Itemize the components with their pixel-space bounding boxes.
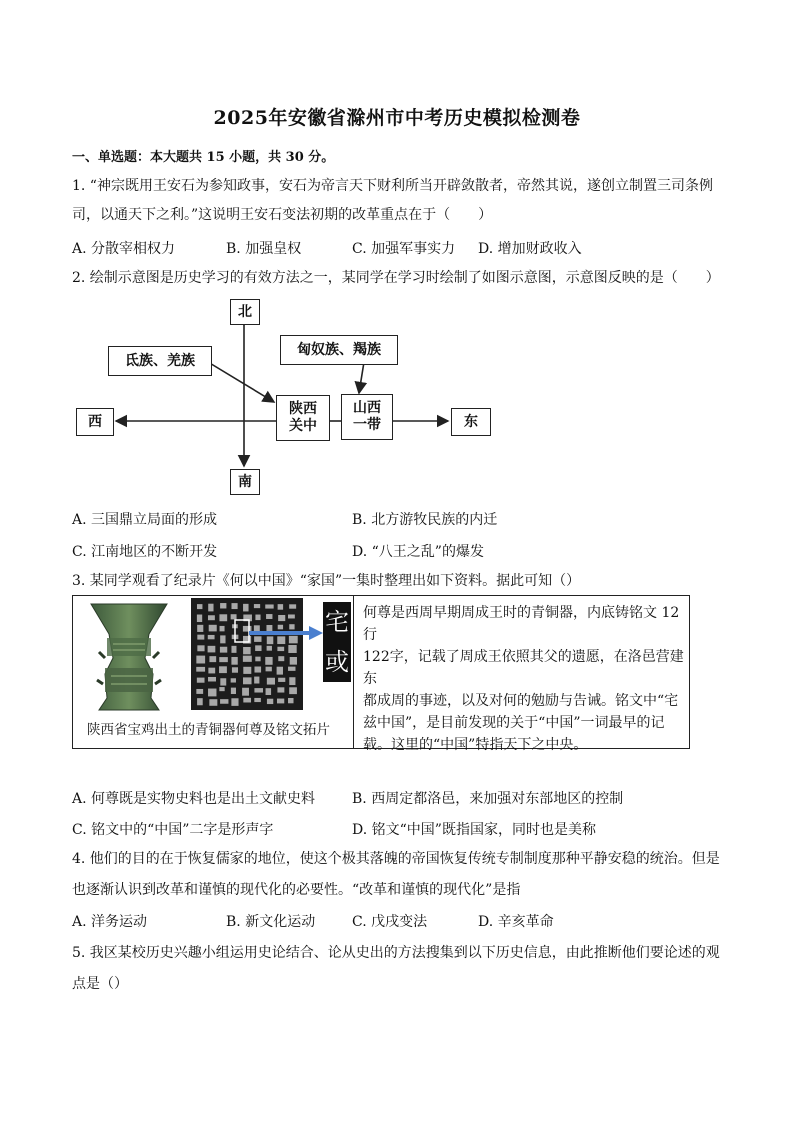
q3-text-line: 兹中国”，是目前发现的关于“中国”一词最早的记 <box>363 715 665 731</box>
q5-stem-line1: 5. 我区某校历史兴趣小组运用史论结合、论从史出的方法搜集到以下历史信息，由此推断他们要论述的观 <box>72 945 720 961</box>
q4-stem-line2: 也逐渐认识到改革和谨慎的现代化的必要性。“改革和谨慎的现代化”是指 <box>72 882 521 898</box>
q3-material-table <box>72 595 690 753</box>
q3-text-line: 122字，记载了周成王依照其父的遗愿，在洛邑营建东 <box>363 649 684 687</box>
section-heading: 一、单选题：本大题共 15 小题，共 30 分。 <box>72 150 335 165</box>
tribes-left-box: 氐族、羌族 <box>108 346 212 376</box>
q3-image-cell <box>73 596 354 748</box>
q3-text-line: 何尊是西周早期周成王时的青铜器，内底铸铭文 12 行 <box>363 605 680 643</box>
image-caption: 陕西省宝鸡出土的青铜器何尊及铭文拓片 <box>87 722 330 738</box>
inscription-rubbing-image <box>191 598 303 710</box>
shanxi-box <box>341 394 393 440</box>
q1-option-b[interactable]: B. 加强皇权 <box>226 241 302 257</box>
tribes-right-box: 匈奴族、羯族 <box>280 335 398 365</box>
q4-option-b[interactable]: B. 新文化运动 <box>226 914 316 930</box>
q2-option-b[interactable]: B. 北方游牧民族的内迁 <box>352 512 498 528</box>
q4-option-d[interactable]: D. 辛亥革命 <box>478 914 554 930</box>
q3-option-a[interactable]: A. 何尊既是实物史料也是出土文献史料 <box>72 791 316 807</box>
q5-stem-line2: 点是（） <box>72 976 128 992</box>
inscription-char-1: 宅 <box>325 608 349 636</box>
tribes-right-arrow <box>359 362 364 393</box>
q3-stem: 3. 某同学观看了纪录片《何以中国》“家国”一集时整理出如下资料。据此可知（） <box>72 573 581 589</box>
q1-option-a[interactable]: A. 分散宰相权力 <box>72 241 176 257</box>
inscription-char-2: 或 <box>325 648 349 676</box>
tribes-left-arrow <box>208 362 274 402</box>
shanxi-line2: 一带 <box>353 417 381 433</box>
q3-text-line: 载。这里的“中国”特指天下之中央。 <box>363 737 588 753</box>
blue-arrow-icon <box>249 624 325 642</box>
shanxi-line1: 山西 <box>353 400 381 416</box>
q4-stem-line1: 4. 他们的目的在于恢复儒家的地位，使这个极其落魄的帝国恢复传统专制制度那种平静安稳的统治。但是 <box>72 851 720 867</box>
q2-option-a[interactable]: A. 三国鼎立局面的形成 <box>72 512 218 528</box>
enlarged-inscription <box>323 602 351 682</box>
q2-stem: 2. 绘制示意图是历史学习的有效方法之一，某同学在学习时绘制了如图示意图，示意图反映的是（ ） <box>72 270 720 286</box>
bronze-vessel-image <box>79 598 179 714</box>
page-title: 2025年安徽省滁州市中考历史模拟检测卷 <box>213 107 581 129</box>
q3-text-cell <box>363 602 685 756</box>
q4-option-a[interactable]: A. 洋务运动 <box>72 914 148 930</box>
q1-option-d[interactable]: D. 增加财政收入 <box>478 241 582 257</box>
north-box: 北 <box>230 299 260 325</box>
q2-option-d[interactable]: D. “八王之乱”的爆发 <box>352 544 484 560</box>
q4-option-c[interactable]: C. 戊戌变法 <box>352 914 428 930</box>
shaanxi-box <box>276 395 330 441</box>
q1-option-c[interactable]: C. 加强军事实力 <box>352 241 456 257</box>
q1-stem-line2: 司，以通天下之利。”这说明王安石变法初期的改革重点在于（ ） <box>72 207 493 223</box>
south-box: 南 <box>230 469 260 495</box>
west-box: 西 <box>76 408 114 436</box>
q1-stem-line1: 1. “神宗既用王安石为参知政事，安石为帝言天下财利所当开辟敛散者，帝然其说，遂创立制置三司条例 <box>72 178 713 194</box>
q3-option-b[interactable]: B. 西周定都洛邑，来加强对东部地区的控制 <box>352 791 624 807</box>
east-box: 东 <box>451 408 491 436</box>
q3-option-c[interactable]: C. 铭文中的“中国”二字是形声字 <box>72 822 274 838</box>
q3-option-d[interactable]: D. 铭文“中国”既指国家，同时也是美称 <box>352 822 596 838</box>
q3-text-line: 都成周的事迹，以及对何的勉励与告诫。铭文中“宅 <box>363 693 679 709</box>
q2-option-c[interactable]: C. 江南地区的不断开发 <box>72 544 218 560</box>
shaanxi-line2: 关中 <box>289 418 317 434</box>
shaanxi-line1: 陕西 <box>289 401 317 417</box>
